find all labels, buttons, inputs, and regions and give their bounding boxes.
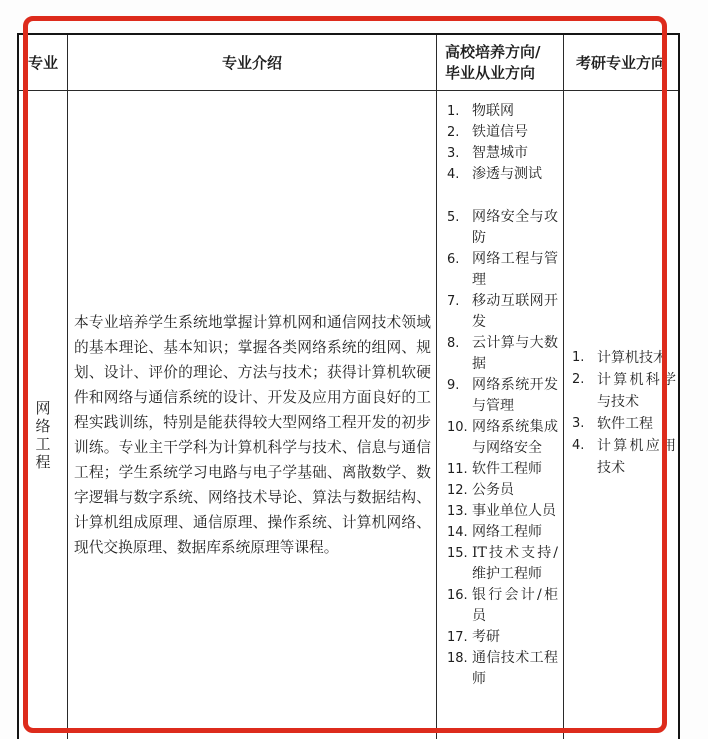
postgrad-direction-item <box>572 413 676 435</box>
major-name-vertical <box>35 399 50 471</box>
item-number: 7. <box>447 294 460 309</box>
item-number: 10. <box>447 420 468 435</box>
training-direction-item <box>447 207 558 249</box>
col-header-introduction-label: 专业介绍 <box>221 54 282 72</box>
item-text: 网络系统开发与管理 <box>472 377 558 414</box>
training-direction-item <box>447 375 558 417</box>
col-header-training <box>437 35 564 90</box>
col-header-major <box>19 35 68 90</box>
item-text: 铁道信号 <box>472 124 528 140</box>
item-number: 16. <box>447 588 468 603</box>
item-number: 13. <box>447 504 468 519</box>
training-direction-item <box>447 585 558 627</box>
item-text: 考研 <box>472 629 500 645</box>
item-text: 事业单位人员 <box>472 503 556 519</box>
major-char: 络 <box>35 416 51 435</box>
col-header-postgrad-label: 考研专业方向 <box>575 54 666 72</box>
item-number: 11. <box>447 462 468 477</box>
item-text: 公务员 <box>472 482 514 498</box>
col-header-training-line1: 高校培养方向/ <box>445 42 541 61</box>
item-number: 2. <box>572 371 585 387</box>
introduction-paragraph: 本专业培养学生系统地掌握计算机网和通信网技术领域的基本理论、基本知识；掌握各类网络系统的组网、规划、设计、评价的理论、方法与技术；获得计算机软硬件和网络与通信系统的设计、开发及应用方面良好的工程实践训练，特别是能获得较大型网络工程开发的初步训练。专业主干学科为计算机科学与技术、信息与通信工程；学生系统学习电路与电子学基础、离散数学、数字逻辑与数字系统、网络技术导论、算法与数据结构、计算机组成原理、通信原理、操作系统、计算机网络、现代交换原理、数据库系统原理等课程。 <box>74 313 431 556</box>
item-text: 渗透与测试 <box>472 166 542 182</box>
col-header-postgrad <box>564 35 678 90</box>
training-direction-item <box>447 501 558 522</box>
training-direction-item <box>447 143 558 164</box>
major-char: 工 <box>35 434 51 453</box>
col-header-training-line2: 毕业从业方向 <box>445 63 536 82</box>
item-number: 14. <box>447 525 468 540</box>
item-number: 2. <box>447 125 460 140</box>
item-text: 计算机科学与技术 <box>597 371 676 410</box>
item-text: 网络系统集成与网络安全 <box>472 419 558 456</box>
training-direction-item <box>447 648 558 690</box>
training-direction-item <box>447 543 558 585</box>
table-header-row <box>19 35 678 91</box>
item-number: 12. <box>447 483 468 498</box>
item-text: 网络工程与管理 <box>472 251 558 288</box>
major-char: 程 <box>35 452 51 471</box>
item-text: 软件工程师 <box>472 461 542 477</box>
item-text: 网络安全与攻防 <box>472 209 558 246</box>
majors-table <box>17 33 680 739</box>
item-number: 4. <box>447 167 460 182</box>
item-number: 1. <box>447 104 460 119</box>
training-direction-item <box>447 522 558 543</box>
table-body-row <box>19 91 678 739</box>
col-header-major-label: 专业 <box>27 54 58 72</box>
cell-major <box>19 91 68 739</box>
cell-training-directions <box>437 91 564 739</box>
item-number: 1. <box>572 349 585 365</box>
item-text: 软件工程 <box>597 415 653 432</box>
item-text: 移动互联网开发 <box>472 293 558 330</box>
item-text: IT技术支持/维护工程师 <box>472 545 558 582</box>
training-direction-item <box>447 480 558 501</box>
item-number: 4. <box>572 437 585 453</box>
training-direction-item <box>447 627 558 648</box>
training-direction-item <box>447 164 558 185</box>
training-direction-item <box>447 291 558 333</box>
major-char: 网 <box>35 398 51 417</box>
training-direction-item <box>447 101 558 122</box>
postgrad-directions-list <box>572 347 676 479</box>
cell-introduction <box>68 91 437 739</box>
item-text: 计算机应用技术 <box>597 437 676 476</box>
item-number: 15. <box>447 546 468 561</box>
item-text: 智慧城市 <box>472 145 528 161</box>
item-number: 17. <box>447 630 468 645</box>
item-text: 云计算与大数据 <box>472 335 558 372</box>
training-direction-item <box>447 122 558 143</box>
item-number: 6. <box>447 252 460 267</box>
training-directions-list <box>447 101 558 690</box>
item-number: 3. <box>447 146 460 161</box>
item-number: 3. <box>572 415 585 431</box>
training-direction-item <box>447 249 558 291</box>
training-direction-item <box>447 417 558 459</box>
item-text: 通信技术工程师 <box>472 650 558 687</box>
postgrad-direction-item <box>572 369 676 413</box>
item-text: 物联网 <box>472 103 514 119</box>
col-header-introduction <box>68 35 437 90</box>
item-number: 9. <box>447 378 460 393</box>
training-direction-item <box>447 333 558 375</box>
cell-postgrad-directions <box>564 91 678 739</box>
postgrad-direction-item <box>572 347 676 369</box>
item-number: 18. <box>447 651 468 666</box>
training-direction-item <box>447 459 558 480</box>
item-number: 8. <box>447 336 460 351</box>
item-number: 5. <box>447 210 460 225</box>
item-text: 银行会计/柜员 <box>472 587 558 624</box>
item-text: 网络工程师 <box>472 524 542 540</box>
postgrad-direction-item <box>572 435 676 479</box>
item-text: 计算机技术 <box>597 349 667 366</box>
